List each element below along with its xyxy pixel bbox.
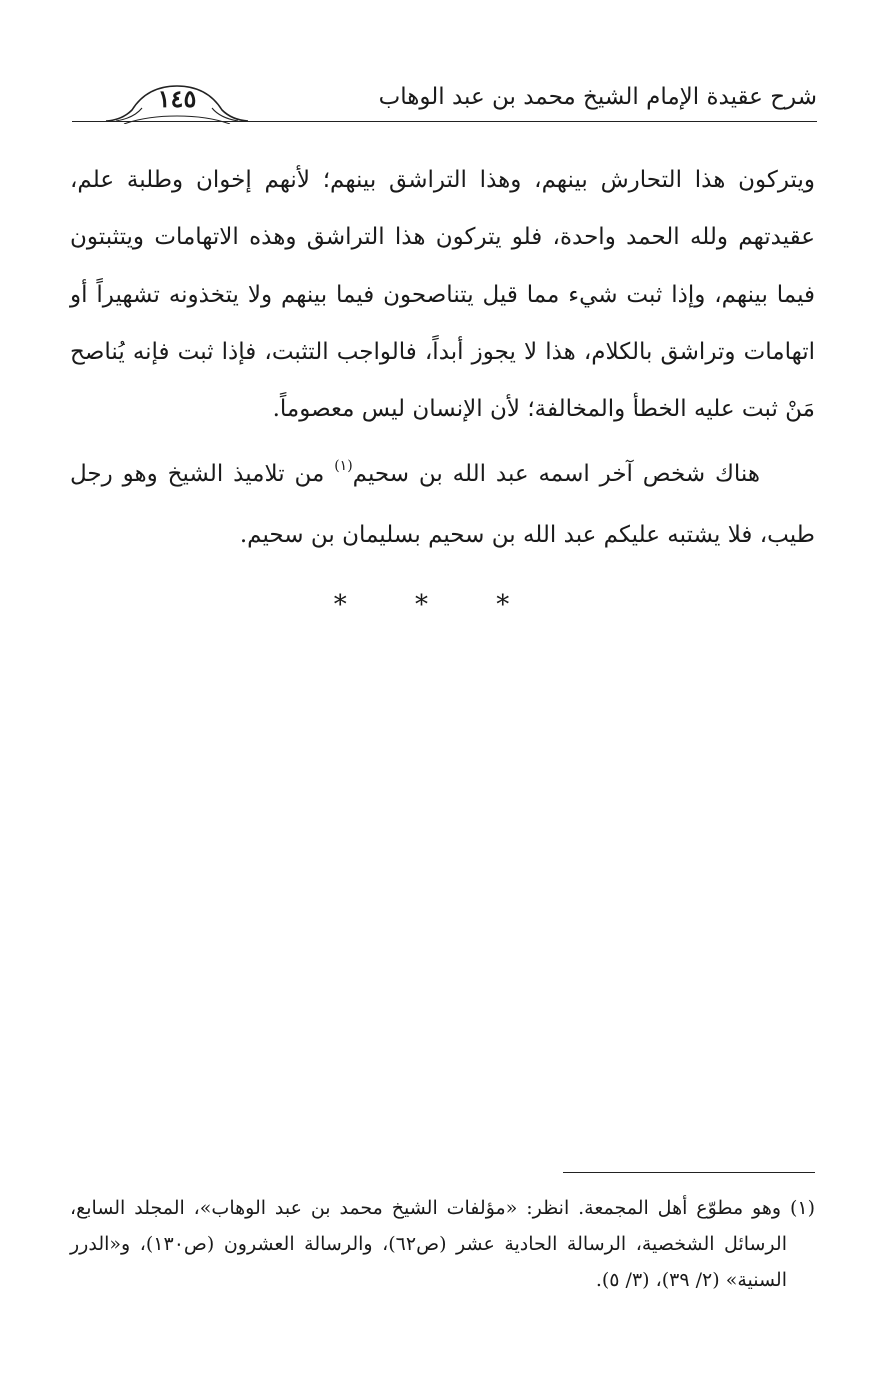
section-separator: * * * bbox=[333, 590, 540, 620]
paragraph bbox=[70, 446, 815, 564]
paragraph-text: من تلاميذ الشيخ وهو رجل طيب، فلا يشتبه عليكم عبد الله بن سحيم بسليمان بن سحيم. bbox=[70, 461, 815, 548]
main-text bbox=[70, 152, 815, 564]
page-number: ١٤٥ bbox=[157, 84, 197, 113]
footnote: (١) وهو مطوّع أهل المجمعة. انظر: «مؤلفات الشيخ محمد بن عبد الوهاب»، المجلد السابع، الرسائل الشخصية، الرسالة الحادية عشر (ص٦٢)، والرسالة العشرون (ص١٣٠)، و«الدرر السنية» (٢/ ٣٩)، (٣/ ٥). bbox=[70, 1197, 815, 1291]
footnote-reference: (١) bbox=[334, 458, 353, 475]
page-header bbox=[72, 74, 817, 124]
paragraph: ويتركون هذا التحارش بينهم، وهذا التراشق بينهم؛ لأنهم إخوان وطلبة علم، عقيدتهم ولله الحمد واحدة، فلو يتركون هذا التراشق وهذه الاتهامات ويتثبتون فيما بينهم، وإذا ثبت شيء مما قيل يتناصحون فيما بينهم ولا يتخذونه تشهيراً أو اتهامات وتراشق بالكلام، هذا لا يجوز أبداً، فالواجب التثبت، فإذا ثبت فإنه يُناصح مَنْ ثبت عليه الخطأ والمخالفة؛ لأن الإنسان ليس معصوماً. bbox=[70, 167, 815, 423]
running-title: شرح عقيدة الإمام الشيخ محمد بن عبد الوهاب bbox=[378, 84, 817, 110]
footnotes bbox=[70, 1190, 815, 1298]
page-number-ornament bbox=[102, 80, 252, 124]
paragraph-text: هناك شخص آخر اسمه عبد الله بن سحيم bbox=[352, 461, 760, 488]
footnote-rule bbox=[563, 1172, 815, 1173]
header-rule bbox=[72, 121, 817, 122]
